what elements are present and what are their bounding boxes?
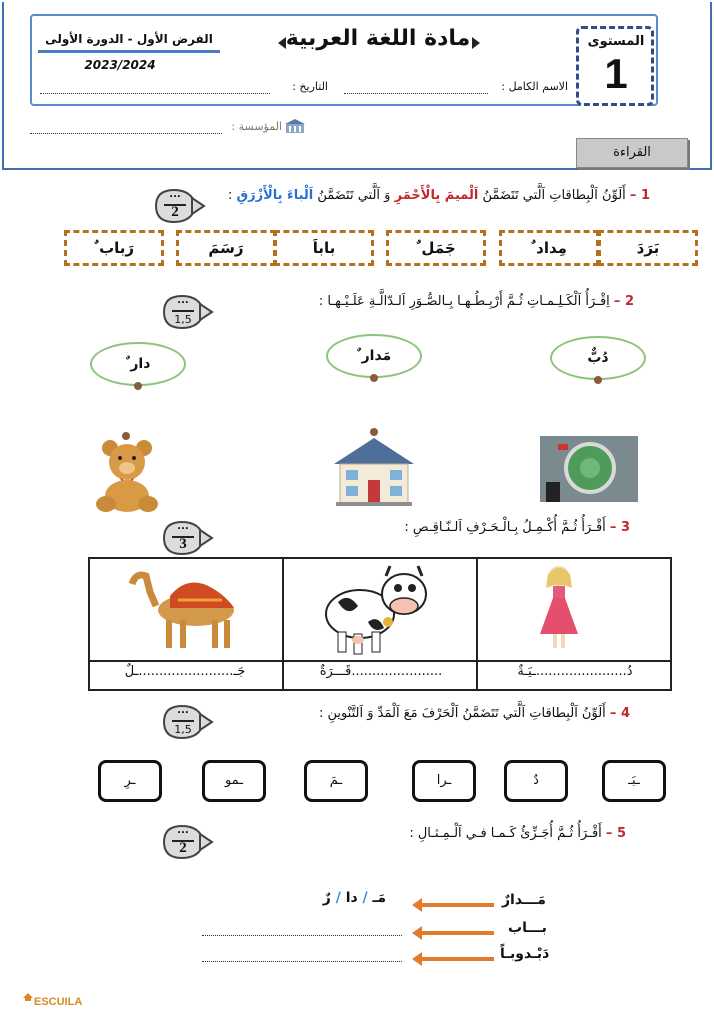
ex3-word[interactable]: جَـ.......................ـلٌ — [124, 664, 246, 679]
fullname-field[interactable] — [344, 92, 488, 94]
doll-icon — [534, 564, 584, 652]
ex1-text-e: : — [227, 188, 233, 203]
ex3-word[interactable]: دُ......................ـيَـةٌ — [517, 664, 633, 679]
score-badge-ex1 — [152, 186, 206, 226]
score-badge-ex3 — [160, 518, 214, 558]
exam-underline — [38, 50, 220, 53]
ex5-part: رٌ — [322, 890, 331, 906]
ex5-part: دا — [345, 890, 358, 906]
date-label: التاريخ : — [292, 80, 328, 93]
score-top: ... — [177, 295, 189, 306]
ex1-card[interactable]: رَباب ٌ — [64, 230, 164, 266]
date-field[interactable] — [40, 92, 270, 94]
connector-dot[interactable] — [370, 374, 378, 382]
score-badge-ex5 — [160, 822, 214, 862]
slash-separator: / — [335, 890, 341, 906]
ex2-word-oval[interactable]: مَدار ٌ — [326, 334, 422, 378]
ex2-text: اِقْـرَأُ اَلْكَـلِـمـاتِ ثُـمَّ أَرْبِـطُـهـا بِـالصُّـوَرِ اَلـدّالَّـةِ عَلَـيْـهـا : — [318, 294, 610, 309]
slash-separator: / — [362, 890, 368, 906]
table-divider — [476, 557, 478, 691]
ex4-instruction — [319, 706, 630, 721]
subject-title: مادة اللغة العربية — [285, 26, 471, 51]
ex5-example-word: مَـــدارٌ — [502, 892, 546, 908]
reading-section-tab: القراءة — [576, 138, 688, 168]
ex3-text: أَقْـرَأُ ثُـمَّ أُكْـمِـلُ بِـالْـحَـرْفِ اَلـنّـاقِـصِ : — [404, 520, 606, 535]
ex1-card[interactable]: جَمَل ٌ — [386, 230, 486, 266]
ex5-instruction — [409, 826, 626, 841]
ex3-instruction — [404, 520, 630, 535]
ex4-card[interactable]: ـرا — [412, 760, 476, 802]
score-total: 1,5 — [174, 313, 192, 326]
connector-dot[interactable] — [594, 376, 602, 384]
ex1-number: 1 – — [629, 188, 650, 203]
footer-brand: ESCUILA — [34, 996, 83, 1008]
ex5-word: دَبْـدوبـاً — [500, 946, 550, 962]
triangle-right-icon — [472, 37, 480, 49]
connector-dot[interactable] — [134, 382, 142, 390]
ex5-word: بـــاب — [508, 920, 547, 936]
arrow-left-icon — [420, 931, 494, 935]
escuila-logo-icon — [22, 992, 34, 1002]
school-building-icon — [284, 118, 306, 134]
score-top: ... — [177, 705, 189, 716]
score-total: 1,5 — [174, 723, 192, 736]
arrow-left-icon — [420, 903, 494, 907]
score-divider — [172, 720, 194, 722]
score-top: ... — [177, 825, 189, 836]
ex1-card[interactable]: باباَ — [274, 230, 374, 266]
cow-icon — [318, 562, 438, 656]
ex2-instruction — [319, 294, 634, 309]
ex4-card[interactable]: ـرِ — [98, 760, 162, 802]
ex4-card[interactable]: ـمَ — [304, 760, 368, 802]
table-divider — [88, 660, 672, 662]
school-year: 2023/2024 — [84, 58, 156, 72]
arrow-left-icon — [420, 957, 494, 961]
score-badge-ex4 — [160, 702, 214, 742]
ex1-card[interactable]: رَسَمَ — [176, 230, 276, 266]
ex2-word-oval[interactable]: دُبٌّ — [550, 336, 646, 380]
camel-icon — [126, 566, 244, 650]
ex1-text-blue: اَلْباءَ بِالْأَزْرَقِ — [236, 188, 314, 203]
table-divider — [282, 557, 284, 691]
score-top: ... — [177, 521, 189, 532]
ex5-example-split — [278, 890, 386, 912]
level-label: المستوى — [587, 34, 645, 49]
teddy-bear-icon — [92, 438, 162, 514]
ex5-part: مَـ — [372, 890, 386, 906]
ex1-text-red: اَلْميمَ بِالْأَحْمَرِ — [394, 188, 479, 203]
ex1-card[interactable]: بَرَدَ — [598, 230, 698, 266]
score-badge-ex2 — [160, 292, 214, 332]
exam-name: الفرض الأول - الدورة الأولى — [45, 32, 213, 46]
score-total: 2 — [171, 204, 179, 220]
ex4-number: 4 – — [609, 706, 630, 721]
fullname-label: الاسم الكامل : — [501, 80, 568, 93]
ex2-word-oval[interactable]: دار ٌ — [90, 342, 186, 386]
score-total: 3 — [179, 536, 187, 552]
ex4-card[interactable]: ـبَـ — [602, 760, 666, 802]
ex1-text-c: وَ اَلَّتي تَتَضَمَّنُ — [317, 188, 391, 203]
roundabout-photo-icon — [540, 436, 638, 502]
school-field[interactable] — [30, 132, 222, 134]
ex1-instruction — [228, 188, 650, 203]
score-total: 2 — [179, 840, 187, 856]
ex3-number: 3 – — [609, 520, 630, 535]
ex1-text-a: أَلَوِّنُ اَلْبِطاقاتِ اَلَّتي تَتَضَمَّنُ — [482, 188, 626, 203]
ex3-word[interactable]: ......................قَـــرَةٌ — [319, 664, 443, 679]
ex5-text: أَقْـرَأُ ثُـمَّ أُجَـزِّئُ كَـمـا فـي اَلْـمِـثـالِ : — [409, 826, 602, 841]
level-number: 1 — [604, 50, 628, 97]
school-label: المؤسسة : — [231, 120, 282, 133]
score-divider — [172, 310, 194, 312]
ex1-card[interactable]: مِداد ٌ — [499, 230, 599, 266]
ex4-card[interactable]: ـمو — [202, 760, 266, 802]
ex2-number: 2 – — [613, 294, 634, 309]
house-icon — [332, 434, 416, 506]
ex5-number: 5 – — [605, 826, 626, 841]
ex5-answer-field[interactable] — [202, 960, 402, 962]
ex5-answer-field[interactable] — [202, 934, 402, 936]
ex4-card[interactable]: دٌ — [504, 760, 568, 802]
ex4-text: أَلَوِّنُ اَلْبِطاقاتِ اَلَّتي تَتَضَمَّنُ اَلْحَرْفَ مَعَ اَلْمَدِّ وَ اَلتَّنْوينِ : — [318, 706, 606, 721]
score-top: ... — [169, 189, 181, 200]
